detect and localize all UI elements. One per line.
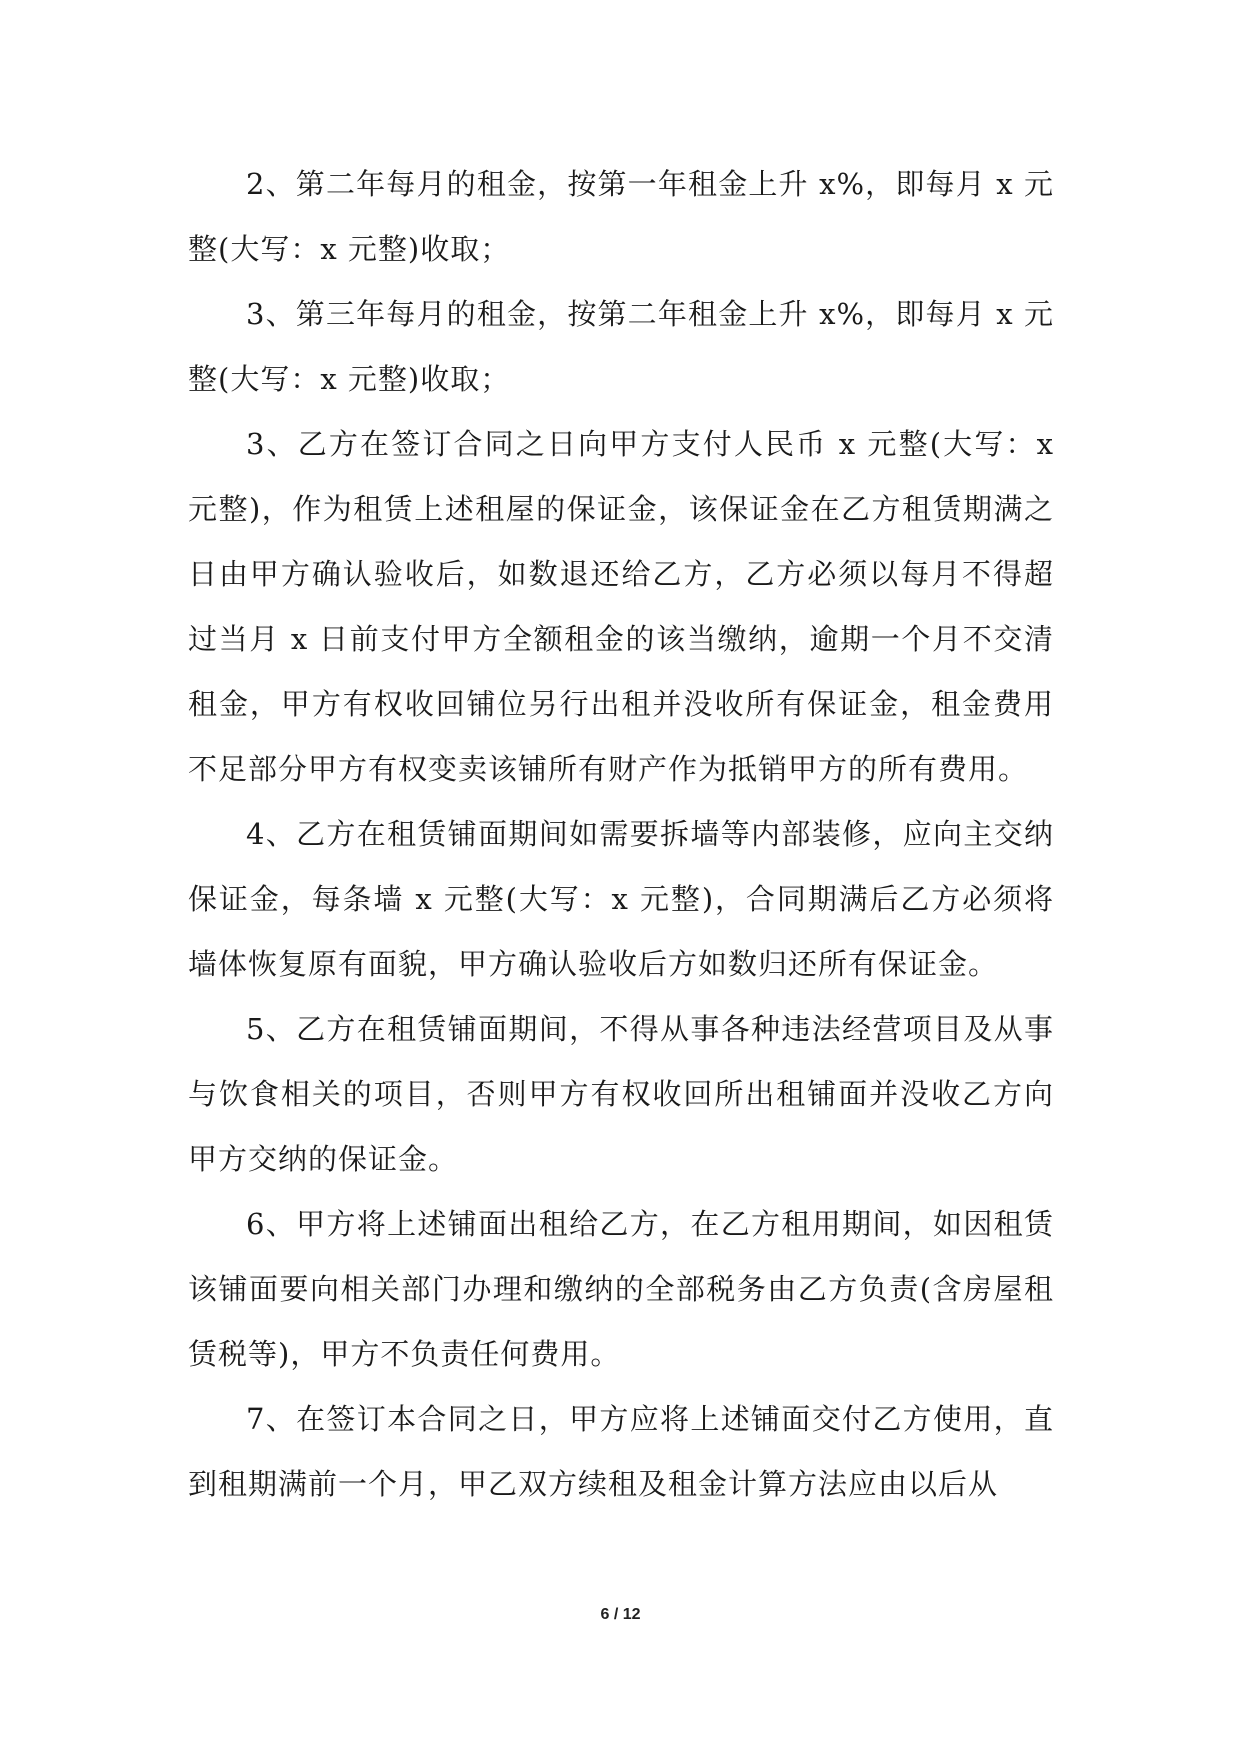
paragraph-prohibited-business: 5、乙方在租赁铺面期间，不得从事各种违法经营项目及从事与饮食相关的项目，否则甲方有权收回所出租铺面并没收乙方向甲方交纳的保证金。 [188,1012,1054,1176]
paragraph-taxes: 6、甲方将上述铺面出租给乙方，在乙方租用期间，如因租赁该铺面要向相关部门办理和缴纳的全部税务由乙方负责(含房屋租赁税等)，甲方不负责任何费用。 [188,1207,1054,1371]
paragraph-handover: 7、在签订本合同之日，甲方应将上述铺面交付乙方使用，直到租期满前一个月，甲乙双方续租及租金计算方法应由以后从 [188,1402,1054,1501]
paragraph-renovation: 4、乙方在租赁铺面期间如需要拆墙等内部装修，应向主交纳保证金，每条墙 x 元整(大写：x 元整)，合同期满后乙方必须将墙体恢复原有面貌，甲方确认验收后方如数归还所有保证金。 [188,817,1054,981]
paragraph-deposit: 3、乙方在签订合同之日向甲方支付人民币 x 元整(大写：x 元整)，作为租赁上述租屋的保证金，该保证金在乙方租赁期满之日由甲方确认验收后，如数退还给乙方，乙方必须以每月不得超过当月 x 日前支付甲方全额租金的该当缴纳，逾期一个月不交清租金，甲方有权收回铺位另行出租并没收所有保证金，租金费用不足部分甲方有权变卖该铺所有财产作为抵销甲方的所有费用。 [188,427,1054,786]
paragraph-rent-year-3: 3、第三年每月的租金，按第二年租金上升 x%，即每月 x 元整(大写：x 元整)收取； [188,297,1054,396]
paragraph-rent-year-2: 2、第二年每月的租金，按第一年租金上升 x%，即每月 x 元整(大写：x 元整)收取； [188,167,1054,266]
document-body [188,152,1054,1517]
page-number: 6 / 12 [600,1606,641,1623]
